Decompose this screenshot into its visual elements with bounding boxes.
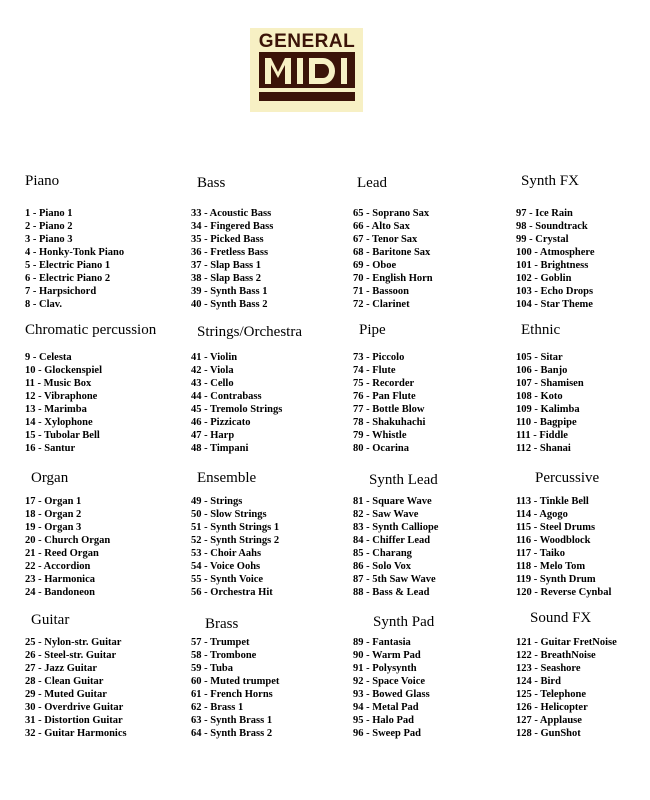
instrument-item: 8 - Clav. (25, 299, 63, 310)
instrument-item: 42 - Viola (191, 365, 234, 376)
instrument-item: 124 - Bird (516, 676, 561, 687)
section-title: Ethnic (521, 322, 561, 338)
instrument-item: 39 - Synth Bass 1 (191, 286, 268, 297)
instrument-item: 25 - Nylon-str. Guitar (25, 637, 122, 648)
instrument-item: 95 - Halo Pad (353, 715, 414, 726)
instrument-list (516, 636, 617, 740)
instrument-item: 73 - Piccolo (353, 352, 405, 363)
instrument-item: 112 - Shanai (516, 443, 571, 454)
instrument-item: 77 - Bottle Blow (353, 404, 425, 415)
instrument-item: 104 - Star Theme (516, 299, 593, 310)
instrument-item: 72 - Clarinet (353, 299, 410, 310)
instrument-list (516, 207, 595, 311)
instrument-item: 47 - Harp (191, 430, 235, 441)
instrument-item: 2 - Piano 2 (25, 221, 73, 232)
section-title: Brass (205, 616, 239, 632)
section-title: Sound FX (530, 610, 592, 626)
instrument-item: 91 - Polysynth (353, 663, 417, 674)
instrument-item: 118 - Melo Tom (516, 561, 586, 572)
instrument-item: 31 - Distortion Guitar (25, 715, 123, 726)
instrument-item: 18 - Organ 2 (25, 509, 82, 520)
instrument-item: 40 - Synth Bass 2 (191, 299, 268, 310)
instrument-list (353, 636, 430, 740)
instrument-item: 71 - Bassoon (353, 286, 410, 297)
section-title: Synth Pad (373, 614, 435, 630)
instrument-item: 34 - Fingered Bass (191, 221, 274, 232)
instrument-item: 32 - Guitar Harmonics (25, 728, 127, 739)
general-midi-logo (250, 28, 363, 112)
logo-midi-wordmark (259, 52, 355, 104)
instrument-item: 33 - Acoustic Bass (191, 208, 272, 219)
instrument-item: 87 - 5th Saw Wave (353, 574, 436, 585)
section-title: Synth FX (521, 173, 579, 189)
instrument-item: 27 - Jazz Guitar (25, 663, 98, 674)
instrument-item: 10 - Glockenspiel (25, 365, 103, 376)
instrument-item: 116 - Woodblock (516, 535, 591, 546)
instrument-item: 84 - Chiffer Lead (353, 535, 431, 546)
instrument-item: 30 - Overdrive Guitar (25, 702, 124, 713)
instrument-item: 81 - Square Wave (353, 496, 432, 507)
instrument-item: 1 - Piano 1 (25, 208, 73, 219)
instrument-item: 22 - Accordion (25, 561, 91, 572)
section-title: Lead (357, 175, 387, 191)
instrument-item: 119 - Synth Drum (516, 574, 596, 585)
instrument-item: 113 - Tinkle Bell (516, 496, 589, 507)
instrument-item: 115 - Steel Drums (516, 522, 596, 533)
instrument-item: 75 - Recorder (353, 378, 415, 389)
instrument-item: 12 - Vibraphone (25, 391, 98, 402)
instrument-item: 108 - Koto (516, 391, 563, 402)
instrument-item: 49 - Strings (191, 496, 243, 507)
instrument-item: 5 - Electric Piano 1 (25, 260, 111, 271)
instrument-list (516, 351, 584, 455)
instrument-item: 88 - Bass & Lead (353, 587, 430, 598)
instrument-item: 117 - Taiko (516, 548, 566, 559)
instrument-item: 17 - Organ 1 (25, 496, 82, 507)
instrument-item: 110 - Bagpipe (516, 417, 577, 428)
instrument-item: 51 - Synth Strings 1 (191, 522, 280, 533)
instrument-item: 67 - Tenor Sax (353, 234, 418, 245)
instrument-item: 59 - Tuba (191, 663, 234, 674)
instrument-item: 114 - Agogo (516, 509, 568, 520)
section-title: Organ (31, 470, 69, 486)
instrument-item: 21 - Reed Organ (25, 548, 99, 559)
instrument-item: 107 - Shamisen (516, 378, 584, 389)
instrument-list (191, 495, 279, 599)
instrument-item: 53 - Choir Aahs (191, 548, 262, 559)
instrument-item: 6 - Electric Piano 2 (25, 273, 111, 284)
instrument-item: 82 - Saw Wave (353, 509, 419, 520)
instrument-item: 9 - Celesta (25, 352, 72, 363)
instrument-item: 80 - Ocarina (353, 443, 409, 454)
instrument-item: 105 - Sitar (516, 352, 563, 363)
instrument-item: 26 - Steel-str. Guitar (25, 650, 117, 661)
instrument-item: 99 - Crystal (516, 234, 569, 245)
instrument-item: 16 - Santur (25, 443, 76, 454)
section-title: Ensemble (197, 470, 257, 486)
instrument-item: 11 - Music Box (25, 378, 92, 389)
section-title: Chromatic percussion (25, 322, 157, 338)
instrument-item: 68 - Baritone Sax (353, 247, 431, 258)
instrument-item: 93 - Bowed Glass (353, 689, 430, 700)
instrument-item: 54 - Voice Oohs (191, 561, 261, 572)
section-title: Piano (25, 173, 60, 189)
instrument-item: 78 - Shakuhachi (353, 417, 426, 428)
section-title: Synth Lead (369, 472, 438, 488)
instrument-item: 96 - Sweep Pad (353, 728, 421, 739)
instrument-item: 29 - Muted Guitar (25, 689, 107, 700)
instrument-item: 98 - Soundtrack (516, 221, 588, 232)
instrument-item: 97 - Ice Rain (516, 208, 573, 219)
instrument-item: 123 - Seashore (516, 663, 581, 674)
instrument-item: 83 - Synth Calliope (353, 522, 439, 533)
instrument-item: 103 - Echo Drops (516, 286, 594, 297)
instrument-item: 120 - Reverse Cynbal (516, 587, 612, 598)
instrument-list (191, 351, 282, 455)
instrument-item: 106 - Banjo (516, 365, 568, 376)
instrument-item: 89 - Fantasia (353, 637, 411, 648)
instrument-item: 92 - Space Voice (353, 676, 426, 687)
instrument-item: 128 - GunShot (516, 728, 581, 739)
instrument-item: 41 - Violin (191, 352, 238, 363)
instrument-item: 61 - French Horns (191, 689, 273, 700)
instrument-item: 122 - BreathNoise (516, 650, 596, 661)
instrument-list (353, 495, 438, 599)
section-title: Percussive (535, 470, 600, 486)
instrument-item: 36 - Fretless Bass (191, 247, 269, 258)
instrument-item: 4 - Honky-Tonk Piano (25, 247, 125, 258)
instrument-item: 13 - Marimba (25, 404, 87, 415)
instrument-list (191, 207, 273, 311)
instrument-list (25, 351, 102, 455)
instrument-item: 15 - Tubolar Bell (25, 430, 100, 441)
instrument-item: 43 - Cello (191, 378, 234, 389)
instrument-item: 57 - Trumpet (191, 637, 250, 648)
instrument-item: 50 - Slow Strings (191, 509, 267, 520)
instrument-item: 19 - Organ 3 (25, 522, 82, 533)
instrument-item: 7 - Harpsichord (25, 286, 97, 297)
instrument-item: 86 - Solo Vox (353, 561, 412, 572)
instrument-item: 14 - Xylophone (25, 417, 93, 428)
instrument-list (25, 207, 124, 311)
instrument-item: 76 - Pan Flute (353, 391, 416, 402)
instrument-item: 111 - Fiddle (516, 430, 568, 441)
instrument-item: 66 - Alto Sax (353, 221, 410, 232)
section-title: Strings/Orchestra (197, 324, 302, 340)
instrument-item: 44 - Contrabass (191, 391, 262, 402)
instrument-item: 46 - Pizzicato (191, 417, 251, 428)
instrument-item: 64 - Synth Brass 2 (191, 728, 273, 739)
instrument-item: 24 - Bandoneon (25, 587, 96, 598)
instrument-item: 100 - Atmosphere (516, 247, 595, 258)
section-title: Pipe (359, 322, 386, 338)
instrument-item: 79 - Whistle (353, 430, 407, 441)
section-title: Bass (197, 175, 226, 191)
instrument-item: 126 - Helicopter (516, 702, 588, 713)
instrument-item: 101 - Brightness (516, 260, 589, 271)
instrument-item: 48 - Timpani (191, 443, 249, 454)
instrument-item: 52 - Synth Strings 2 (191, 535, 280, 546)
instrument-list (353, 351, 425, 455)
instrument-item: 102 - Goblin (516, 273, 572, 284)
instrument-item: 20 - Church Organ (25, 535, 111, 546)
instrument-item: 94 - Metal Pad (353, 702, 419, 713)
instrument-item: 58 - Trombone (191, 650, 257, 661)
instrument-item: 28 - Clean Guitar (25, 676, 104, 687)
instrument-item: 55 - Synth Voice (191, 574, 264, 585)
section-title: Guitar (31, 612, 70, 628)
instrument-list (353, 207, 433, 311)
instrument-item: 70 - English Horn (353, 273, 433, 284)
instrument-item: 127 - Applause (516, 715, 582, 726)
instrument-list (191, 636, 279, 740)
instrument-item: 38 - Slap Bass 2 (191, 273, 262, 284)
instrument-item: 125 - Telephone (516, 689, 587, 700)
instrument-item: 60 - Muted trumpet (191, 676, 280, 687)
instrument-list (25, 636, 127, 740)
instrument-item: 90 - Warm Pad (353, 650, 421, 661)
instrument-list (25, 495, 110, 599)
instrument-item: 56 - Orchestra Hit (191, 587, 273, 598)
instrument-item: 65 - Soprano Sax (353, 208, 430, 219)
instrument-item: 69 - Oboe (353, 260, 397, 271)
instrument-item: 74 - Flute (353, 365, 396, 376)
instrument-item: 37 - Slap Bass 1 (191, 260, 262, 271)
instrument-item: 121 - Guitar FretNoise (516, 637, 617, 648)
instrument-item: 23 - Harmonica (25, 574, 95, 585)
logo-general-text: GENERAL (258, 31, 356, 52)
instrument-item: 109 - Kalimba (516, 404, 580, 415)
instrument-item: 35 - Picked Bass (191, 234, 264, 245)
instrument-item: 3 - Piano 3 (25, 234, 73, 245)
instrument-item: 62 - Brass 1 (191, 702, 244, 713)
instrument-item: 63 - Synth Brass 1 (191, 715, 273, 726)
instrument-item: 45 - Tremolo Strings (191, 404, 283, 415)
instrument-list (516, 495, 611, 599)
instrument-item: 85 - Charang (353, 548, 412, 559)
